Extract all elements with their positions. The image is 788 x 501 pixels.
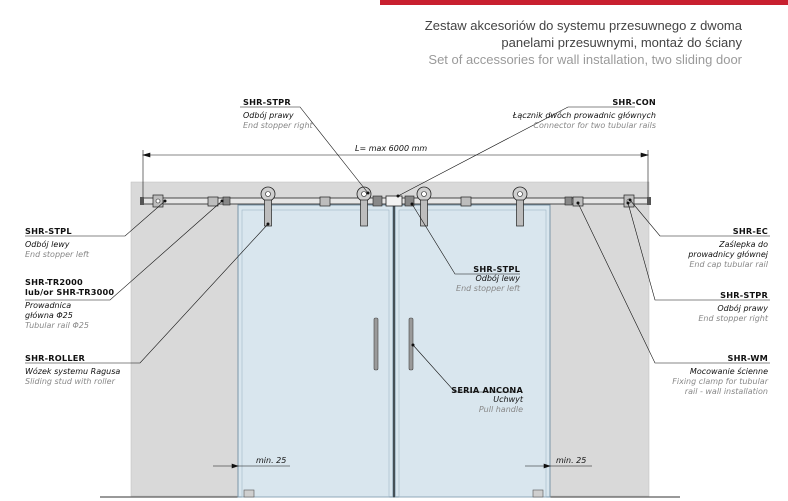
callout-stpl-mid: SHR-STPL Odbój lewy End stopper left — [456, 264, 520, 293]
wall-clamp-left — [153, 195, 163, 207]
end-cap-left — [140, 197, 144, 205]
callout-ec: SHR-EC Zaślepka do prowadnicy głównej End cap tubular rail — [688, 226, 768, 269]
callout-con: SHR-CON Łącznik dwóch prowadnic głównych Connector for two tubular rails — [512, 97, 656, 130]
glass-panel-left — [238, 205, 393, 497]
callout-stpr-top: SHR-STPR Odbój prawy End stopper right — [243, 97, 313, 130]
wall-clamp-4 — [461, 197, 471, 206]
callout-rail: SHR-TR2000 lub/or SHR-TR3000 Prowadnica główna Φ25 Tubular rail Φ25 — [25, 277, 115, 330]
min-right-label: min. 25 — [556, 456, 587, 465]
min-left-label: min. 25 — [256, 456, 287, 465]
title-english: Set of accessories for wall installation, two sliding door — [428, 52, 742, 67]
wall-clamp-2 — [208, 197, 218, 206]
callout-wm: SHR-WM Mocowanie ścienne Fixing clamp for tubular rail - wall installation — [672, 353, 768, 396]
callout-stpr-right: SHR-STPR Odbój prawy End stopper right — [698, 290, 768, 323]
end-stopper-right — [565, 197, 572, 205]
title-polish-line-2: panelami przesuwnymi, montaż do ściany — [501, 35, 742, 50]
center-stopper-right — [373, 196, 382, 206]
end-stopper-left — [223, 197, 230, 205]
end-cap-right — [647, 197, 651, 205]
title-polish-line-1: Zestaw akcesoriów do systemu przesuwnego z dwoma — [424, 18, 742, 33]
rail-connector — [386, 196, 402, 206]
callout-ancona: SERIA ANCONA Uchwyt Pull handle — [451, 385, 523, 414]
wall-clamp-3 — [320, 197, 330, 206]
pull-handle-left — [374, 318, 378, 370]
callout-roller: SHR-ROLLER Wózek systemu Ragusa Sliding stud with roller — [25, 353, 121, 386]
callout-stpl-left: SHR-STPL Odbój lewy End stopper left — [25, 226, 89, 259]
length-label: L= max 6000 mm — [355, 144, 428, 153]
